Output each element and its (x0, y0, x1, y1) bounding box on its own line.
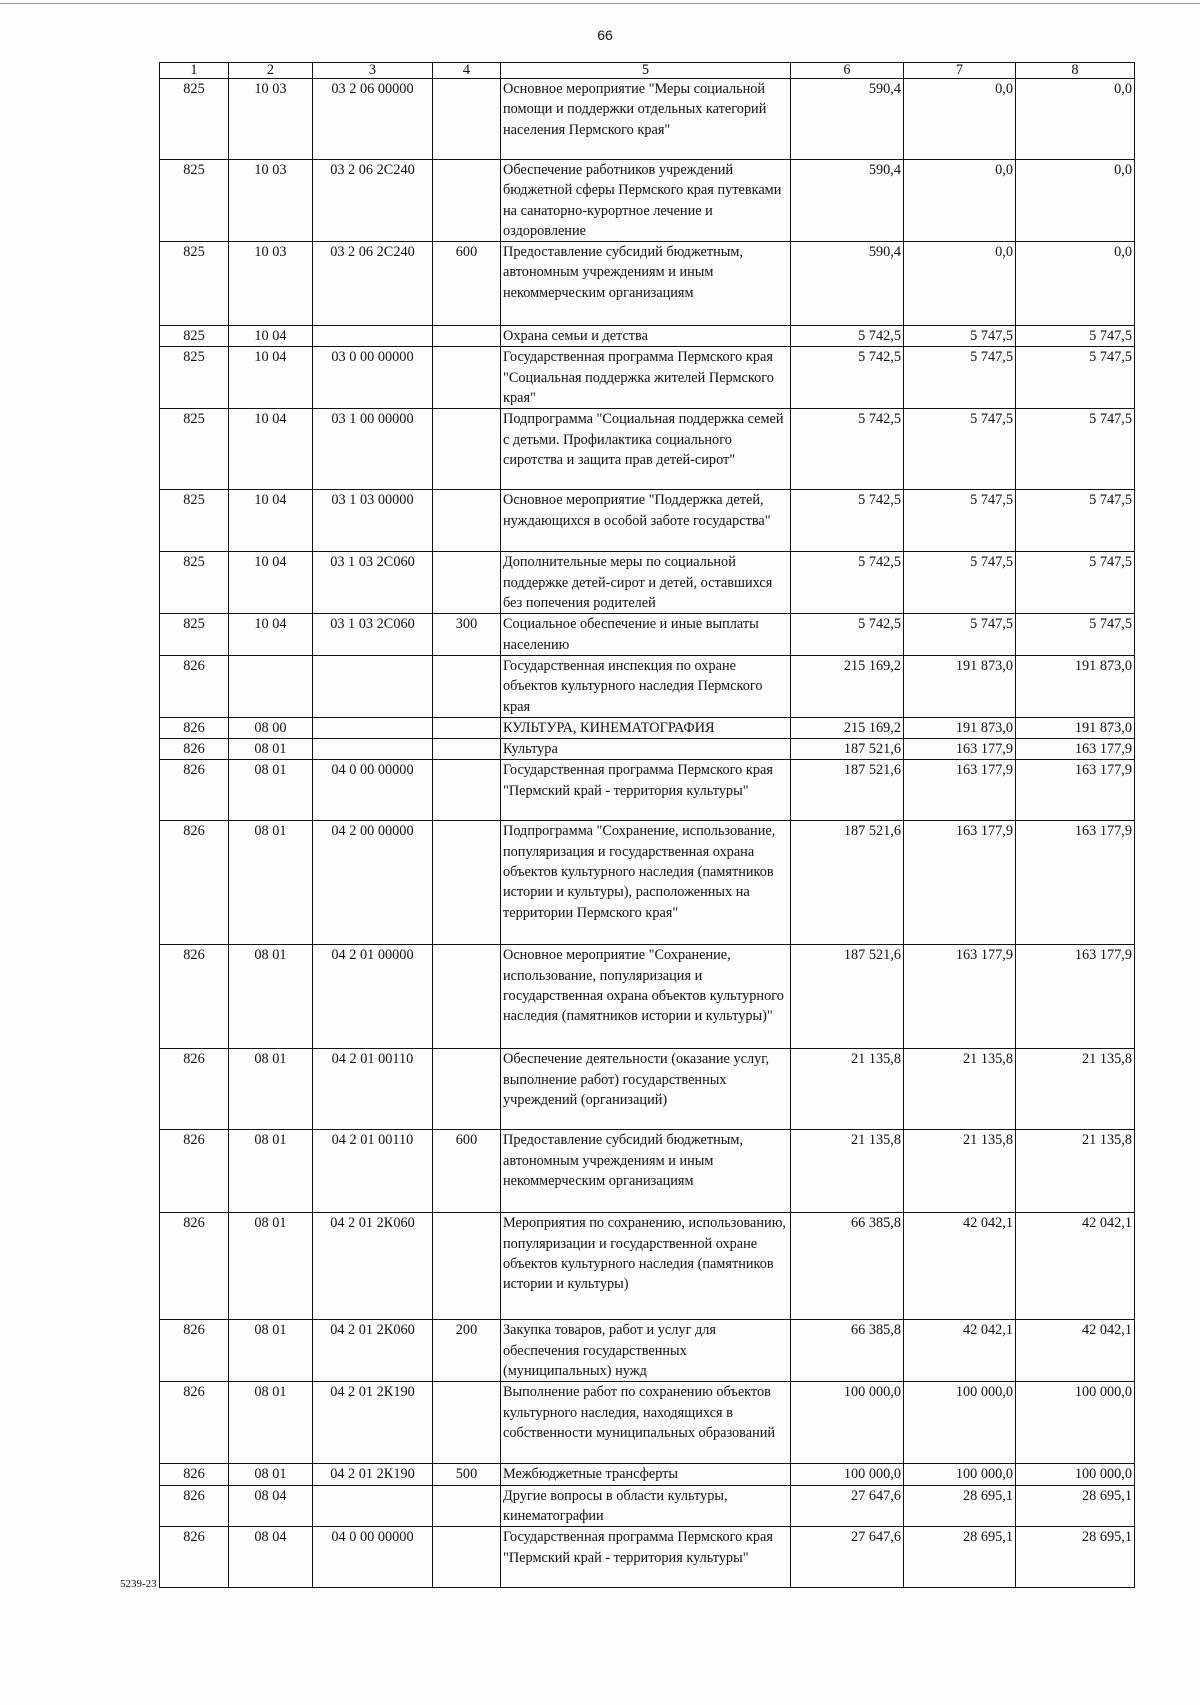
description-cell: КУЛЬТУРА, КИНЕМАТОГРАФИЯ (501, 717, 791, 738)
target-article-cell: 03 1 00 00000 (313, 409, 433, 490)
description-cell: Социальное обеспечение и иные выплаты населению (501, 614, 791, 656)
agency-code-cell: 825 (160, 490, 229, 552)
expense-type-cell (433, 160, 501, 242)
amount-col6-cell: 187 521,6 (791, 945, 904, 1049)
target-article-cell (313, 739, 433, 760)
column-header: 5 (501, 63, 791, 79)
table-row (160, 1320, 1135, 1382)
expense-type-cell (433, 1527, 501, 1588)
target-article-cell (313, 717, 433, 738)
description-cell: Закупка товаров, работ и услуг для обеспечения государственных (муниципальных) нужд (501, 1320, 791, 1382)
column-header: 8 (1016, 63, 1135, 79)
amount-col8-cell: 163 177,9 (1016, 760, 1135, 821)
agency-code-cell: 825 (160, 614, 229, 656)
expense-type-cell (433, 1382, 501, 1464)
amount-col6-cell: 100 000,0 (791, 1382, 904, 1464)
target-article-cell: 04 2 01 2К190 (313, 1464, 433, 1485)
amount-col8-cell: 5 747,5 (1016, 490, 1135, 552)
target-article-cell: 04 2 00 00000 (313, 821, 433, 945)
amount-col6-cell: 21 135,8 (791, 1049, 904, 1130)
section-code-cell: 10 03 (229, 242, 313, 326)
budget-table (159, 62, 1135, 1588)
agency-code-cell: 825 (160, 160, 229, 242)
amount-col7-cell: 100 000,0 (904, 1464, 1016, 1485)
amount-col8-cell: 21 135,8 (1016, 1130, 1135, 1213)
section-code-cell: 08 01 (229, 1130, 313, 1213)
table-row (160, 1130, 1135, 1213)
expense-type-cell (433, 79, 501, 160)
column-header: 7 (904, 63, 1016, 79)
target-article-cell: 03 2 06 2С240 (313, 160, 433, 242)
amount-col8-cell: 42 042,1 (1016, 1320, 1135, 1382)
amount-col7-cell: 163 177,9 (904, 945, 1016, 1049)
amount-col6-cell: 187 521,6 (791, 821, 904, 945)
target-article-cell: 03 1 03 2С060 (313, 614, 433, 656)
table-row (160, 614, 1135, 656)
description-cell: Основное мероприятие "Поддержка детей, нуждающихся в особой заботе государства" (501, 490, 791, 552)
amount-col7-cell: 28 695,1 (904, 1485, 1016, 1527)
table-row (160, 1464, 1135, 1485)
table-row (160, 409, 1135, 490)
section-code-cell: 10 04 (229, 490, 313, 552)
table-body (160, 79, 1135, 1588)
table-row (160, 717, 1135, 738)
section-code-cell: 10 04 (229, 614, 313, 656)
section-code-cell: 08 00 (229, 717, 313, 738)
agency-code-cell: 826 (160, 1485, 229, 1527)
expense-type-cell (433, 326, 501, 347)
expense-type-cell (433, 552, 501, 614)
agency-code-cell: 826 (160, 945, 229, 1049)
table-row (160, 1527, 1135, 1588)
expense-type-cell (433, 1485, 501, 1527)
agency-code-cell: 826 (160, 1049, 229, 1130)
column-header: 3 (313, 63, 433, 79)
agency-code-cell: 825 (160, 347, 229, 409)
expense-type-cell: 500 (433, 1464, 501, 1485)
amount-col7-cell: 163 177,9 (904, 760, 1016, 821)
amount-col7-cell: 0,0 (904, 79, 1016, 160)
target-article-cell: 04 0 00 00000 (313, 1527, 433, 1588)
amount-col8-cell: 5 747,5 (1016, 347, 1135, 409)
amount-col8-cell: 42 042,1 (1016, 1213, 1135, 1320)
agency-code-cell: 826 (160, 1527, 229, 1588)
agency-code-cell: 825 (160, 242, 229, 326)
expense-type-cell (433, 717, 501, 738)
amount-col8-cell: 163 177,9 (1016, 945, 1135, 1049)
amount-col7-cell: 42 042,1 (904, 1213, 1016, 1320)
agency-code-cell: 825 (160, 409, 229, 490)
expense-type-cell (433, 347, 501, 409)
section-code-cell: 08 04 (229, 1527, 313, 1588)
agency-code-cell: 826 (160, 1464, 229, 1485)
amount-col7-cell: 163 177,9 (904, 821, 1016, 945)
amount-col7-cell: 100 000,0 (904, 1382, 1016, 1464)
description-cell: Основное мероприятие "Сохранение, использование, популяризация и государственная охрана объектов культурного наследия (памятников истории и культуры)" (501, 945, 791, 1049)
document-code: 5239-23 (120, 1578, 157, 1590)
section-code-cell: 08 01 (229, 945, 313, 1049)
amount-col6-cell: 5 742,5 (791, 409, 904, 490)
section-code-cell: 08 01 (229, 1213, 313, 1320)
expense-type-cell (433, 739, 501, 760)
table-row (160, 1382, 1135, 1464)
description-cell: Другие вопросы в области культуры, кинематографии (501, 1485, 791, 1527)
target-article-cell: 04 2 01 2К190 (313, 1382, 433, 1464)
amount-col7-cell: 0,0 (904, 242, 1016, 326)
table-header-row (160, 63, 1135, 79)
column-header: 1 (160, 63, 229, 79)
target-article-cell: 03 2 06 2С240 (313, 242, 433, 326)
amount-col8-cell: 163 177,9 (1016, 739, 1135, 760)
amount-col6-cell: 215 169,2 (791, 717, 904, 738)
agency-code-cell: 826 (160, 655, 229, 717)
section-code-cell: 08 01 (229, 1320, 313, 1382)
amount-col6-cell: 21 135,8 (791, 1130, 904, 1213)
amount-col8-cell: 100 000,0 (1016, 1464, 1135, 1485)
amount-col6-cell: 5 742,5 (791, 490, 904, 552)
agency-code-cell: 825 (160, 79, 229, 160)
agency-code-cell: 826 (160, 1213, 229, 1320)
table-row (160, 552, 1135, 614)
expense-type-cell (433, 821, 501, 945)
table-row (160, 490, 1135, 552)
amount-col6-cell: 27 647,6 (791, 1527, 904, 1588)
amount-col7-cell: 5 747,5 (904, 490, 1016, 552)
target-article-cell: 04 2 01 00000 (313, 945, 433, 1049)
agency-code-cell: 826 (160, 1320, 229, 1382)
section-code-cell: 08 01 (229, 739, 313, 760)
section-code-cell (229, 655, 313, 717)
amount-col8-cell: 28 695,1 (1016, 1485, 1135, 1527)
expense-type-cell: 300 (433, 614, 501, 656)
agency-code-cell: 825 (160, 552, 229, 614)
expense-type-cell (433, 409, 501, 490)
table-row (160, 326, 1135, 347)
agency-code-cell: 825 (160, 326, 229, 347)
amount-col8-cell: 191 873,0 (1016, 717, 1135, 738)
amount-col8-cell: 0,0 (1016, 160, 1135, 242)
agency-code-cell: 826 (160, 739, 229, 760)
description-cell: Государственная инспекция по охране объектов культурного наследия Пермского края (501, 655, 791, 717)
table-row (160, 655, 1135, 717)
description-cell: Выполнение работ по сохранению объектов культурного наследия, находящихся в собственности муниципальных образований (501, 1382, 791, 1464)
amount-col6-cell: 590,4 (791, 160, 904, 242)
amount-col6-cell: 187 521,6 (791, 739, 904, 760)
expense-type-cell: 600 (433, 242, 501, 326)
amount-col7-cell: 42 042,1 (904, 1320, 1016, 1382)
amount-col6-cell: 5 742,5 (791, 614, 904, 656)
amount-col7-cell: 5 747,5 (904, 347, 1016, 409)
amount-col8-cell: 5 747,5 (1016, 409, 1135, 490)
target-article-cell: 04 2 01 00110 (313, 1049, 433, 1130)
target-article-cell (313, 1485, 433, 1527)
target-article-cell (313, 326, 433, 347)
amount-col7-cell: 163 177,9 (904, 739, 1016, 760)
amount-col7-cell: 191 873,0 (904, 655, 1016, 717)
table-row (160, 945, 1135, 1049)
target-article-cell: 03 1 03 00000 (313, 490, 433, 552)
target-article-cell: 03 2 06 00000 (313, 79, 433, 160)
amount-col6-cell: 590,4 (791, 242, 904, 326)
description-cell: Предоставление субсидий бюджетным, автономным учреждениям и иным некоммерческим организациям (501, 1130, 791, 1213)
amount-col8-cell: 163 177,9 (1016, 821, 1135, 945)
description-cell: Подпрограмма "Сохранение, использование, популяризация и государственная охрана объектов культурного наследия (памятников истории и культуры), расположенных на территории Пермского края" (501, 821, 791, 945)
description-cell: Охрана семьи и детства (501, 326, 791, 347)
agency-code-cell: 826 (160, 717, 229, 738)
section-code-cell: 10 04 (229, 326, 313, 347)
amount-col7-cell: 5 747,5 (904, 614, 1016, 656)
target-article-cell: 04 0 00 00000 (313, 760, 433, 821)
table-row (160, 347, 1135, 409)
section-code-cell: 08 01 (229, 1382, 313, 1464)
amount-col7-cell: 5 747,5 (904, 552, 1016, 614)
description-cell: Дополнительные меры по социальной поддержке детей-сирот и детей, оставшихся без попечения родителей (501, 552, 791, 614)
amount-col6-cell: 5 742,5 (791, 347, 904, 409)
amount-col6-cell: 215 169,2 (791, 655, 904, 717)
amount-col7-cell: 28 695,1 (904, 1527, 1016, 1588)
section-code-cell: 10 03 (229, 160, 313, 242)
scan-edge-line (0, 3, 1200, 4)
column-header: 4 (433, 63, 501, 79)
table-row (160, 79, 1135, 160)
amount-col7-cell: 5 747,5 (904, 409, 1016, 490)
section-code-cell: 08 04 (229, 1485, 313, 1527)
amount-col6-cell: 100 000,0 (791, 1464, 904, 1485)
amount-col8-cell: 0,0 (1016, 79, 1135, 160)
table-row (160, 1213, 1135, 1320)
target-article-cell: 03 1 03 2С060 (313, 552, 433, 614)
amount-col6-cell: 5 742,5 (791, 326, 904, 347)
amount-col8-cell: 28 695,1 (1016, 1527, 1135, 1588)
description-cell: Межбюджетные трансферты (501, 1464, 791, 1485)
agency-code-cell: 826 (160, 821, 229, 945)
amount-col8-cell: 5 747,5 (1016, 552, 1135, 614)
amount-col8-cell: 0,0 (1016, 242, 1135, 326)
table-row (160, 821, 1135, 945)
description-cell: Основное мероприятие "Меры социальной помощи и поддержки отдельных категорий населения Пермского края" (501, 79, 791, 160)
agency-code-cell: 826 (160, 1130, 229, 1213)
description-cell: Обеспечение деятельности (оказание услуг, выполнение работ) государственных учреждений (организаций) (501, 1049, 791, 1130)
amount-col7-cell: 21 135,8 (904, 1049, 1016, 1130)
description-cell: Предоставление субсидий бюджетным, автономным учреждениям и иным некоммерческим организациям (501, 242, 791, 326)
expense-type-cell (433, 490, 501, 552)
target-article-cell (313, 655, 433, 717)
description-cell: Обеспечение работников учреждений бюджетной сферы Пермского края путевками на санаторно-курортное лечение и оздоровление (501, 160, 791, 242)
amount-col7-cell: 21 135,8 (904, 1130, 1016, 1213)
page-number: 66 (597, 27, 613, 43)
amount-col8-cell: 21 135,8 (1016, 1049, 1135, 1130)
amount-col6-cell: 66 385,8 (791, 1320, 904, 1382)
description-cell: Государственная программа Пермского края "Социальная поддержка жителей Пермского края" (501, 347, 791, 409)
description-cell: Мероприятия по сохранению, использованию, популяризации и государственной охране объектов культурного наследия (памятников истории и культуры) (501, 1213, 791, 1320)
section-code-cell: 10 03 (229, 79, 313, 160)
table-row (160, 1485, 1135, 1527)
section-code-cell: 08 01 (229, 1049, 313, 1130)
description-cell: Государственная программа Пермского края "Пермский край - территория культуры" (501, 1527, 791, 1588)
section-code-cell: 10 04 (229, 347, 313, 409)
amount-col7-cell: 0,0 (904, 160, 1016, 242)
agency-code-cell: 826 (160, 760, 229, 821)
amount-col6-cell: 590,4 (791, 79, 904, 160)
column-header: 6 (791, 63, 904, 79)
expense-type-cell (433, 1213, 501, 1320)
amount-col8-cell: 5 747,5 (1016, 326, 1135, 347)
amount-col8-cell: 100 000,0 (1016, 1382, 1135, 1464)
agency-code-cell: 826 (160, 1382, 229, 1464)
target-article-cell: 03 0 00 00000 (313, 347, 433, 409)
table-row (160, 739, 1135, 760)
description-cell: Государственная программа Пермского края "Пермский край - территория культуры" (501, 760, 791, 821)
expense-type-cell (433, 655, 501, 717)
amount-col8-cell: 5 747,5 (1016, 614, 1135, 656)
column-header: 2 (229, 63, 313, 79)
description-cell: Культура (501, 739, 791, 760)
expense-type-cell (433, 1049, 501, 1130)
expense-type-cell: 200 (433, 1320, 501, 1382)
table-row (160, 242, 1135, 326)
section-code-cell: 08 01 (229, 1464, 313, 1485)
amount-col8-cell: 191 873,0 (1016, 655, 1135, 717)
target-article-cell: 04 2 01 2К060 (313, 1320, 433, 1382)
section-code-cell: 10 04 (229, 409, 313, 490)
expense-type-cell: 600 (433, 1130, 501, 1213)
amount-col6-cell: 187 521,6 (791, 760, 904, 821)
expense-type-cell (433, 945, 501, 1049)
section-code-cell: 10 04 (229, 552, 313, 614)
amount-col6-cell: 27 647,6 (791, 1485, 904, 1527)
target-article-cell: 04 2 01 2К060 (313, 1213, 433, 1320)
amount-col6-cell: 5 742,5 (791, 552, 904, 614)
amount-col7-cell: 5 747,5 (904, 326, 1016, 347)
table-row (160, 1049, 1135, 1130)
section-code-cell: 08 01 (229, 760, 313, 821)
expense-type-cell (433, 760, 501, 821)
table-row (160, 760, 1135, 821)
table-row (160, 160, 1135, 242)
amount-col7-cell: 191 873,0 (904, 717, 1016, 738)
section-code-cell: 08 01 (229, 821, 313, 945)
description-cell: Подпрограмма "Социальная поддержка семей с детьми. Профилактика социального сиротства и защита прав детей-сирот" (501, 409, 791, 490)
target-article-cell: 04 2 01 00110 (313, 1130, 433, 1213)
amount-col6-cell: 66 385,8 (791, 1213, 904, 1320)
